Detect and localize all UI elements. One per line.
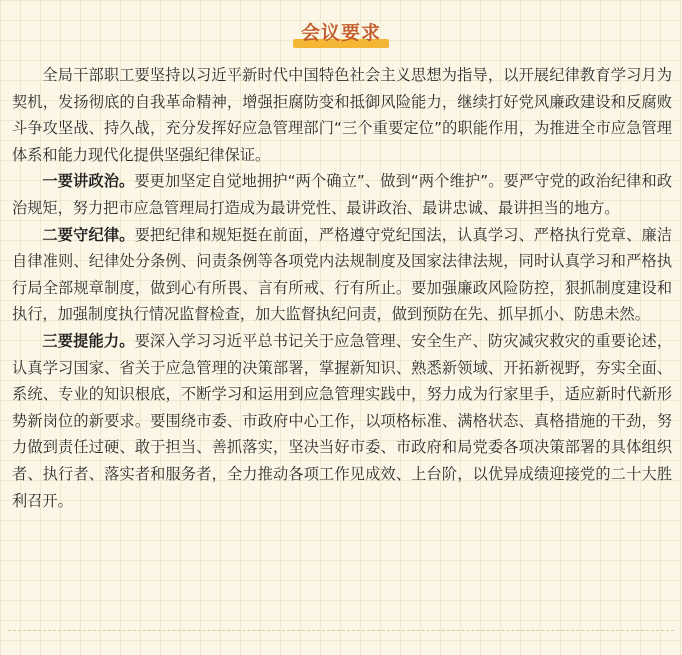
section-text-politics: 要更加坚定自觉地拥护“两个确立”、做到“两个维护”。要严守党的政治纪律和政治规矩，努力把市应急管理局打造成为最讲党性、最讲政治、最讲忠诚、最讲担当的地方。	[12, 172, 673, 217]
section-paragraph-discipline	[12, 222, 672, 328]
section-label-politics: 一要讲政治。	[42, 172, 135, 191]
section-text-ability: 要深入学习习近平总书记关于应急管理、安全生产、防灾减灾救灾的重要论述，认真学习国家、省关于应急管理的决策部署，掌握新知识、熟悉新领域、开拓新视野，夯实全面、系统、专业的知识根底，不断学习和运用到应急管理实践中，努力成为行家里手，适应新时代新形势新岗位的新要求。要围绕市委、市政府中心工作，以项格标准、满格状态、真格措施的干劲，努力做到责任过硬、敢于担当、善抓落实，坚决当好市委、市政府和局党委各项决策部署的具体组织者、执行者、落实者和服务者，全力推动各项工作见成效、上台阶，以优异成绩迎接党的二十大胜利召开。	[12, 331, 673, 510]
bottom-divider	[8, 630, 674, 631]
section-paragraph-politics	[12, 168, 672, 221]
heading-block	[0, 18, 682, 45]
intro-paragraph: 全局干部职工要坚持以习近平新时代中国特色社会主义思想为指导，以开展纪律教育学习月为契机，发扬彻底的自我革命精神，增强拒腐防变和抵御风险能力，继续打好党风廉政建设和反腐败斗争攻坚战、持久战，充分发挥好应急管理部门“三个重要定位”的职能作用，为推进全市应急管理体系和能力现代化提供坚强纪律保证。	[12, 66, 672, 164]
section-heading	[293, 18, 389, 45]
section-text-discipline: 要把纪律和规矩挺在前面，严格遵守党纪国法，认真学习、严格执行党章、廉洁自律准则、纪律处分条例、问责条例等各项党内法规制度及国家法律法规，同时认真学习和严格执行局全部规章制度，做到心有所畏、言有所戒、行有所止。要加强廉政风险防控，狠抓制度建设和执行，加强制度执行情况监督检查，加大监督执纪问责，做到预防在先、抓早抓小、防患未然。	[12, 225, 673, 324]
section-heading-text: 会议要求	[300, 22, 381, 44]
section-label-discipline: 二要守纪律。	[42, 225, 135, 244]
article-body	[12, 62, 672, 514]
section-paragraph-ability	[12, 328, 672, 514]
section-label-ability: 三要提能力。	[42, 331, 135, 350]
